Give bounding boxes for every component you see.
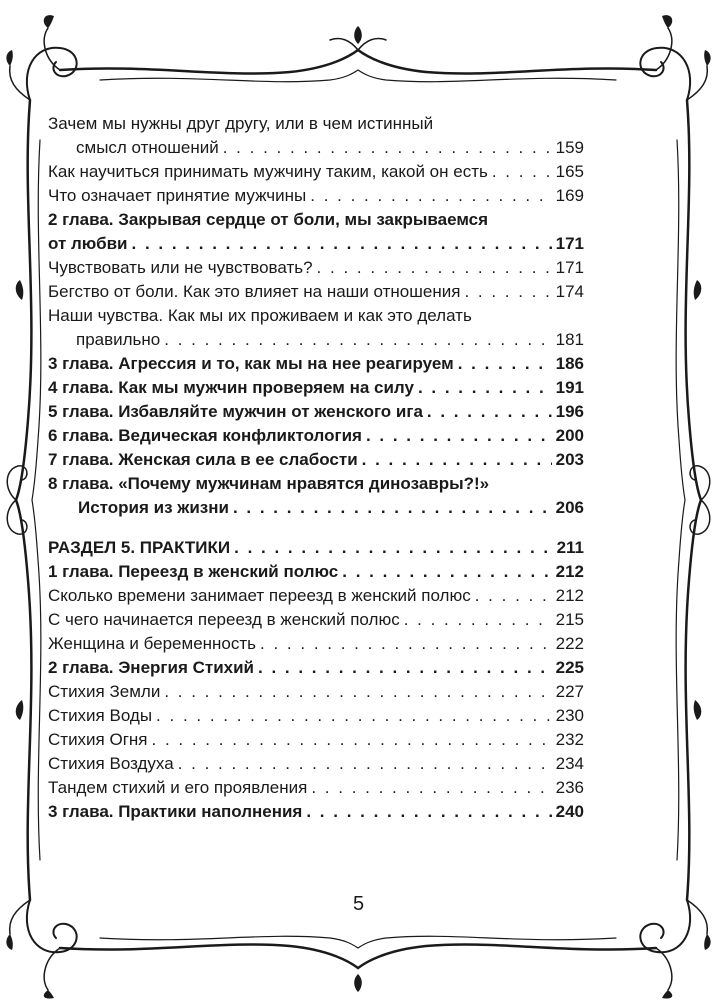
toc-leader-dots <box>317 256 552 280</box>
toc-entry-title: 7 глава. Женская сила в ее слабости <box>48 450 358 469</box>
toc-chapter-entry[interactable] <box>48 400 584 424</box>
toc-entry[interactable] <box>48 304 584 352</box>
toc-entry-page: 234 <box>555 754 584 773</box>
toc-entry-page: 159 <box>555 138 584 157</box>
toc-entry[interactable] <box>48 776 584 800</box>
toc-entry-title: 3 глава. Агрессия и то, как мы на нее реагируем <box>48 354 454 373</box>
toc-leader-dots <box>418 376 552 400</box>
toc-entry-page: 196 <box>555 402 584 421</box>
toc-leader-dots <box>156 704 552 728</box>
toc-entry[interactable] <box>48 160 584 184</box>
table-of-contents <box>48 112 584 824</box>
toc-entry-title: 3 глава. Практики наполнения <box>48 802 303 821</box>
toc-chapter-entry[interactable] <box>48 560 584 584</box>
toc-chapter-entry[interactable] <box>48 208 584 256</box>
toc-leader-dots <box>311 776 551 800</box>
toc-leader-dots <box>464 280 551 304</box>
toc-entry-title: правильно <box>76 330 161 349</box>
toc-leader-dots <box>366 424 552 448</box>
toc-entry[interactable] <box>48 184 584 208</box>
toc-chapter-entry[interactable] <box>48 376 584 400</box>
toc-entry-title: Стихия Воды <box>48 706 153 725</box>
toc-entry-title: 1 глава. Переезд в женский полюс <box>48 562 339 581</box>
toc-leader-dots <box>233 496 552 520</box>
toc-entry-title: Тандем стихий и его проявления <box>48 778 308 797</box>
toc-entry-title: Бегство от боли. Как это влияет на наши отношения <box>48 282 461 301</box>
toc-entry-page: 191 <box>555 378 584 397</box>
toc-entry[interactable] <box>48 280 584 304</box>
toc-entry-page: 236 <box>555 778 584 797</box>
toc-entry-page: 174 <box>555 282 584 301</box>
toc-leader-dots <box>404 608 552 632</box>
toc-entry-title: 5 глава. Избавляйте мужчин от женского ига <box>48 402 423 421</box>
toc-chapter-entry[interactable] <box>48 656 584 680</box>
toc-leader-dots <box>362 448 552 472</box>
toc-entry[interactable] <box>48 256 584 280</box>
toc-entry-title: Женщина и беременность <box>48 634 257 653</box>
toc-leader-dots <box>234 536 552 560</box>
toc-entry-page: 212 <box>555 586 584 605</box>
toc-leader-dots <box>342 560 551 584</box>
toc-entry[interactable] <box>48 608 584 632</box>
toc-entry-page: 240 <box>555 802 584 821</box>
toc-entry-title: 6 глава. Ведическая конфликтология <box>48 426 362 445</box>
toc-entry-page: 186 <box>555 354 584 373</box>
toc-chapter-entry[interactable] <box>48 424 584 448</box>
toc-entry-page: 165 <box>555 162 584 181</box>
toc-chapter-entry[interactable] <box>48 352 584 376</box>
toc-entry-title: История из жизни <box>78 498 229 517</box>
toc-entry-title: 2 глава. Энергия Стихий <box>48 658 255 677</box>
toc-entry-page: 200 <box>555 426 584 445</box>
toc-chapter-entry[interactable] <box>48 800 584 824</box>
toc-entry[interactable] <box>48 704 584 728</box>
toc-entry-page: 203 <box>555 450 584 469</box>
toc-entry[interactable] <box>48 632 584 656</box>
toc-entry-title: Сколько времени занимает переезд в женский полюс <box>48 586 471 605</box>
toc-chapter-entry[interactable] <box>48 448 584 472</box>
toc-entry[interactable] <box>48 584 584 608</box>
toc-entry-page: 211 <box>556 538 584 557</box>
toc-entry-page: 227 <box>555 682 584 701</box>
toc-entry[interactable] <box>48 112 584 160</box>
toc-entry-title: от любви <box>48 234 128 253</box>
toc-leader-dots <box>178 752 552 776</box>
toc-entry-page: 230 <box>555 706 584 725</box>
toc-leader-dots <box>310 184 551 208</box>
toc-leader-dots <box>458 352 552 376</box>
toc-leader-dots <box>164 328 551 352</box>
toc-entry-page: 232 <box>555 730 584 749</box>
toc-entry-title: Как научиться принимать мужчину таким, какой он есть <box>48 162 488 181</box>
toc-entry-page: 206 <box>555 498 584 517</box>
toc-entry-title-line: 2 глава. Закрывая сердце от боли, мы закрываемся <box>48 210 489 229</box>
toc-entry-page: 181 <box>555 330 584 349</box>
toc-entry-title-line: 8 глава. «Почему мужчинам нравятся динозавры?!» <box>48 474 490 493</box>
toc-leader-dots <box>132 232 552 256</box>
toc-entry-title: 4 глава. Как мы мужчин проверяем на силу <box>48 378 414 397</box>
toc-entry[interactable] <box>48 728 584 752</box>
toc-leader-dots <box>427 400 552 424</box>
toc-entry-page: 171 <box>555 258 584 277</box>
toc-leader-dots <box>152 728 552 752</box>
toc-entry-title: смысл отношений <box>76 138 219 157</box>
toc-entry-title: Что означает принятие мужчины <box>48 186 307 205</box>
toc-entry-title: С чего начинается переезд в женский полюс <box>48 610 400 629</box>
toc-entry-page: 222 <box>555 634 584 653</box>
toc-leader-dots <box>164 680 551 704</box>
toc-entry-page: 169 <box>555 186 584 205</box>
toc-entry-title-line: Зачем мы нужны друг другу, или в чем истинный <box>48 114 434 133</box>
toc-entry-page: 171 <box>555 234 584 253</box>
toc-entry-title: Стихия Земли <box>48 682 161 701</box>
toc-entry-title: РАЗДЕЛ 5. ПРАКТИКИ <box>48 538 231 557</box>
toc-chapter-entry[interactable] <box>48 472 584 520</box>
toc-leader-dots <box>306 800 551 824</box>
toc-entry-page: 225 <box>555 658 584 677</box>
toc-entry-page: 215 <box>555 610 584 629</box>
toc-entry-title: Чувствовать или не чувствовать? <box>48 258 313 277</box>
page-number: 5 <box>352 893 365 915</box>
toc-entry[interactable] <box>48 752 584 776</box>
section-spacer <box>48 520 584 536</box>
toc-entry-title-line: Наши чувства. Как мы их проживаем и как это делать <box>48 306 472 325</box>
toc-leader-dots <box>492 160 552 184</box>
toc-leader-dots <box>260 632 552 656</box>
toc-entry[interactable] <box>48 680 584 704</box>
toc-section-entry[interactable] <box>48 536 584 560</box>
toc-leader-dots <box>223 136 552 160</box>
toc-entry-title: Стихия Огня <box>48 730 148 749</box>
toc-leader-dots <box>475 584 552 608</box>
toc-leader-dots <box>258 656 552 680</box>
toc-entry-title: Стихия Воздуха <box>48 754 174 773</box>
toc-entry-page: 212 <box>555 562 584 581</box>
